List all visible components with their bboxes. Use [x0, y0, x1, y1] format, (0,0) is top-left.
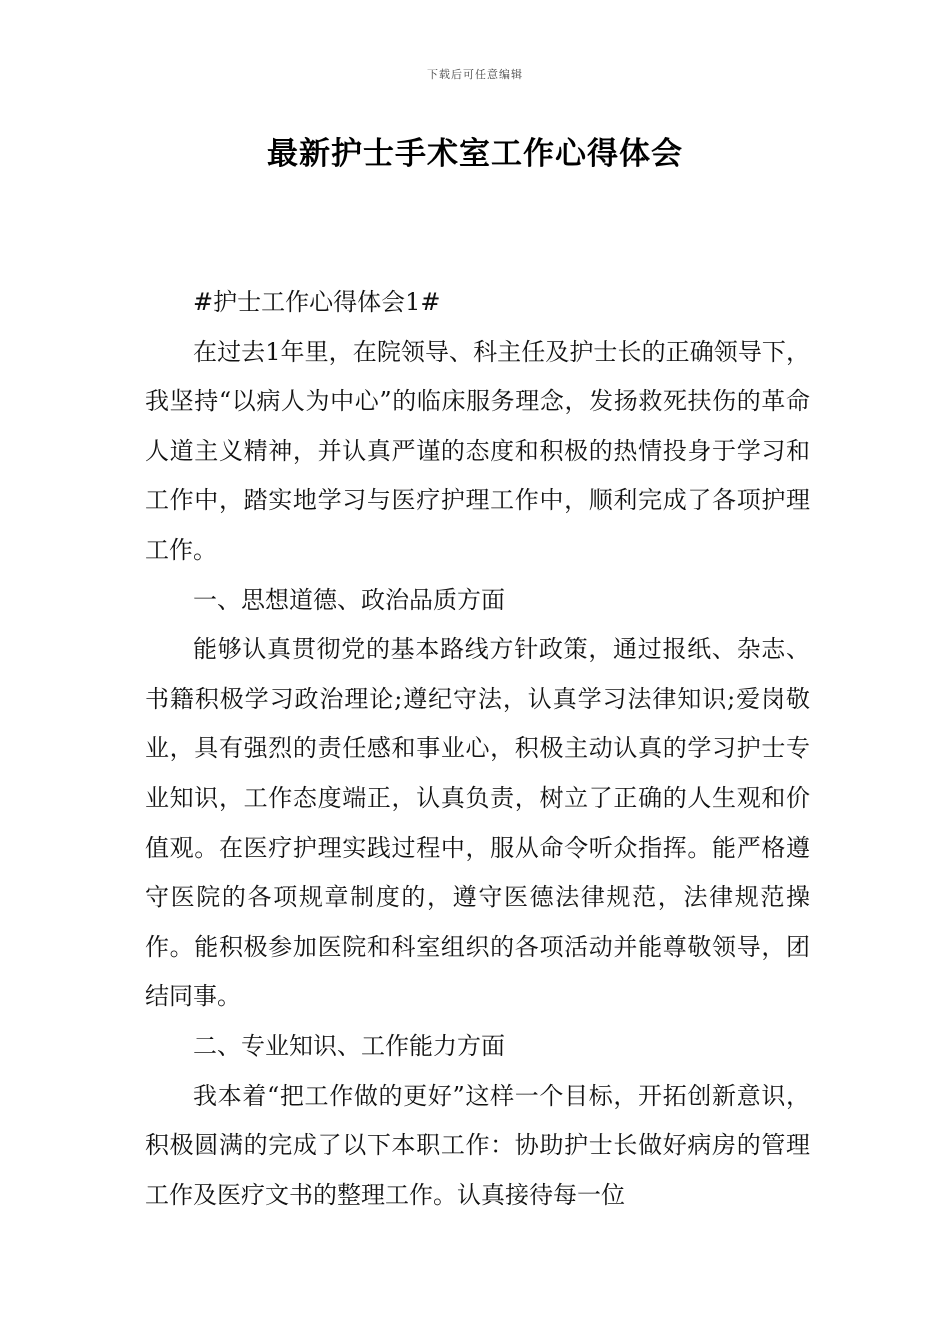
paragraph: 我本着“把工作做的更好”这样一个目标，开拓创新意识，积极圆满的完成了以下本职工作：协助护士长做好病房的管理工作及医疗文书的整理工作。认真接待每一位	[145, 1081, 810, 1209]
section-heading: #护士工作心得体会1#	[193, 288, 441, 316]
paragraph: 能够认真贯彻党的基本路线方针政策，通过报纸、杂志、书籍积极学习政治理论;遵纪守法，认真学习法律知识;爱岗敬业，具有强烈的责任感和事业心，积极主动认真的学习护士专业知识，工作态度端正，认真负责，树立了正确的人生观和价值观。在医疗护理实践过程中，服从命令听众指挥。能严格遵守医院的各项规章制度的，遵守医德法律规范，法律规范操作。能积极参加医院和科室组织的各项活动并能尊敬领导，团结同事。	[145, 635, 810, 1011]
section-heading: 二、专业知识、工作能力方面	[193, 1031, 505, 1060]
section-heading: 一、思想道德、政治品质方面	[193, 585, 505, 614]
document-body	[145, 278, 810, 1220]
header-note: 下载后可任意编辑	[427, 68, 523, 81]
document-title: 最新护士手术室工作心得体会	[267, 136, 683, 172]
paragraph: 在过去1年里，在院领导、科主任及护士长的正确领导下，我坚持“以病人为中心”的临床服务理念，发扬救死扶伤的革命人道主义精神，并认真严谨的态度和积极的热情投身于学习和工作中，踏实地学习与医疗护理工作中，顺利完成了各项护理工作。	[145, 337, 810, 564]
